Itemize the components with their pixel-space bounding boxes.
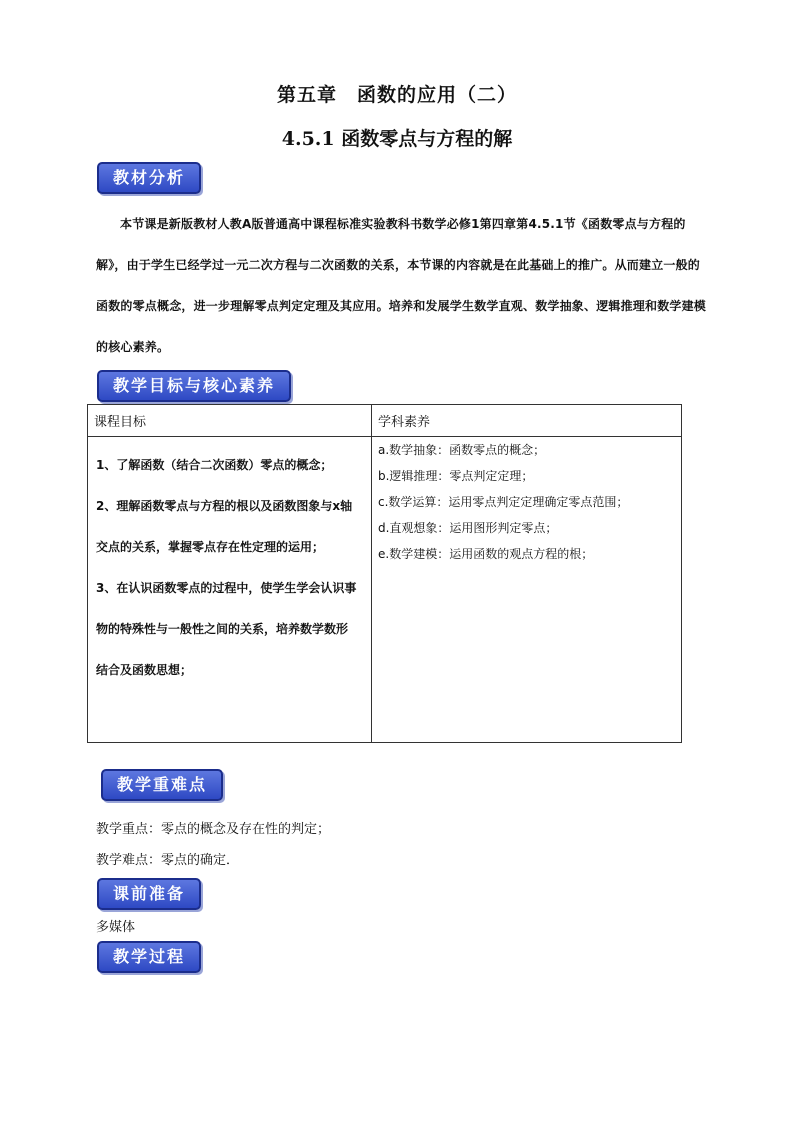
goal-list	[88, 437, 371, 691]
literacy-item: a.数学抽象：函数零点的概念；	[378, 443, 546, 457]
literacy-item: c.数学运算：运用零点判定定理确定零点范围；	[378, 495, 629, 509]
keypoint-important: 教学重点：零点的概念及存在性的判定；	[96, 822, 331, 837]
goals-table	[87, 404, 682, 743]
literacy-item: e.数学建模：运用函数的观点方程的根；	[378, 547, 594, 561]
process-badge: 教学过程	[97, 941, 201, 973]
goal-item: 3、在认识函数零点的过程中，使学生学会认识事物的特殊性与一般性之间的关系，培养数学数形结合及函数思想；	[96, 581, 357, 677]
chapter-title: 第五章 函数的应用（二）	[276, 84, 517, 106]
keypoint-difficult: 教学难点：零点的确定．	[96, 853, 240, 868]
section-title: 4.5.1 函数零点与方程的解	[281, 128, 513, 150]
literacy-list	[372, 437, 681, 567]
goals-cell	[88, 437, 372, 743]
literacy-item: d.直观想象：运用图形判定零点；	[378, 521, 558, 535]
literacy-item: b.逻辑推理：零点判定定理；	[378, 469, 534, 483]
keypoints-badge: 教学重难点	[101, 769, 223, 801]
goals-badge: 教学目标与核心素养	[97, 370, 291, 402]
literacy-cell	[372, 437, 682, 743]
goal-item: 1、了解函数（结合二次函数）零点的概念；	[96, 458, 333, 472]
prep-text: 多媒体	[96, 920, 136, 935]
goals-header-left: 课程目标	[88, 405, 372, 437]
goals-header-right: 学科素养	[372, 405, 682, 437]
analysis-paragraph: 本节课是新版教材人教A版普通高中课程标准实验教科书数学必修1第四章第4.5.1节《函数零点与方程的解》，由于学生已经学过一元二次方程与二次函数的关系，本节课的内容就是在此基础上的推广。从而建立一般的函数的零点概念，进一步理解零点判定定理及其应用。培养和发展学生数学直观、数学抽象、逻辑推理和数学建模的核心素养。	[96, 217, 707, 354]
goal-item: 2、理解函数零点与方程的根以及函数图象与x轴交点的关系，掌握零点存在性定理的运用；	[96, 499, 353, 554]
prep-badge: 课前准备	[97, 878, 201, 910]
analysis-badge: 教材分析	[97, 162, 201, 194]
